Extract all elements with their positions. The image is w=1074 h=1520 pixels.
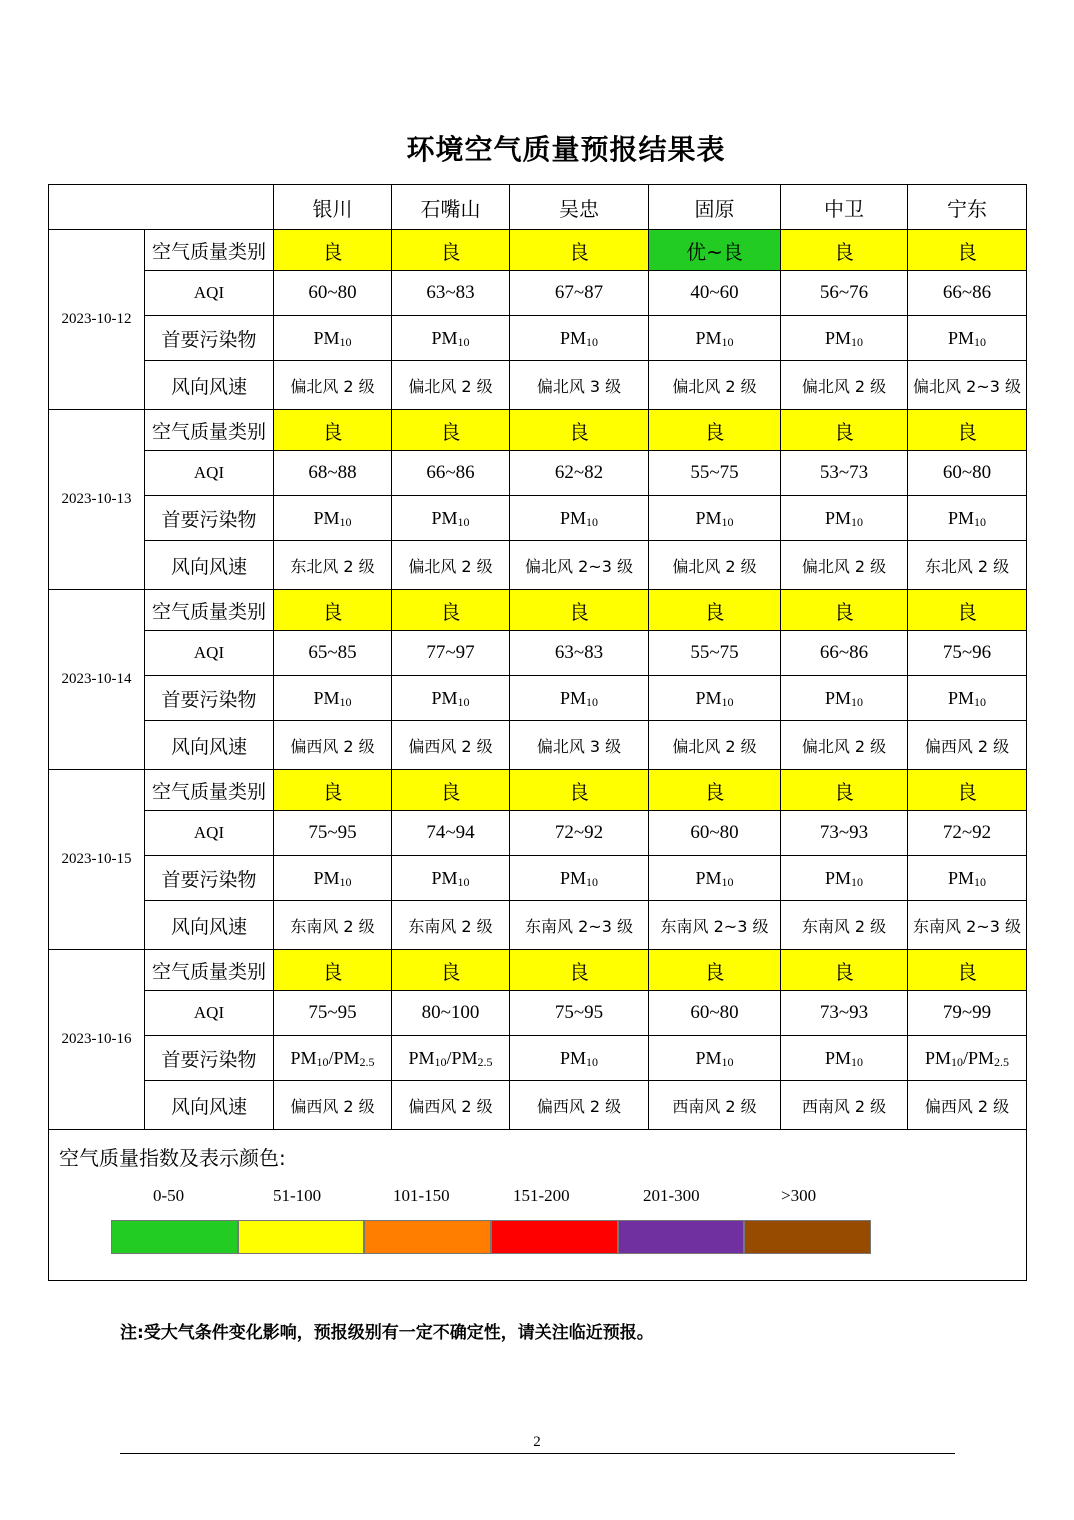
legend-swatch [744,1220,871,1254]
wind-cell: 偏西风 2 级 [392,1081,510,1130]
pollutant-sub: 10 [851,1054,863,1069]
aqi-cell: 60~80 [908,451,1027,496]
aqi-cell: 73~93 [781,991,908,1036]
header-row [49,185,1027,230]
category-row [49,950,1027,991]
wind-cell: 偏北风 2 级 [649,541,781,590]
category-label: 空气质量类别 [145,950,274,991]
category-cell: 良 [274,770,392,811]
category-cell: 良 [781,230,908,271]
category-cell: 良 [392,770,510,811]
aqi-label: AQI [145,811,274,856]
category-cell: 良 [510,770,649,811]
pollutant-main: PM [431,507,458,528]
category-row [49,590,1027,631]
pollutant-label: 首要污染物 [145,496,274,541]
pollutant-sub: 10 [721,874,734,889]
pollutant-sub: 10 [721,694,734,709]
legend-color-bar [111,1220,871,1254]
category-label: 空气质量类别 [145,410,274,451]
category-label: 空气质量类别 [145,230,274,271]
page-number: 2 [533,1434,541,1450]
aqi-cell: 77~97 [392,631,510,676]
aqi-cell: 53~73 [781,451,908,496]
category-cell: 良 [510,950,649,991]
legend-title: 空气质量指数及表示颜色: [59,1146,286,1170]
disclaimer-note: 注:受大气条件变化影响，预报级别有一定不确定性，请关注临近预报。 [120,1323,654,1343]
aqi-row [49,811,1027,856]
pollutant-cell [510,1036,649,1081]
pollutant-main: PM [431,867,458,888]
category-cell: 良 [274,950,392,991]
pollutant-cell [908,856,1027,901]
aqi-cell: 55~75 [649,631,781,676]
wind-cell: 东南风 2 级 [781,901,908,950]
pollutant-sub: 10 [950,1054,963,1069]
wind-label: 风向风速 [145,541,274,590]
wind-cell: 偏西风 2 级 [908,1081,1027,1130]
pollutant-label: 首要污染物 [145,316,274,361]
wind-cell: 东北风 2 级 [274,541,392,590]
wind-label: 风向风速 [145,361,274,410]
pollutant-cell [274,856,392,901]
aqi-cell: 65~85 [274,631,392,676]
pollutant-sub: 10 [851,334,863,349]
pollutant-main: PM [824,1047,851,1068]
pollutant-sub: 10 [721,514,734,529]
pollutant-sub: 10 [586,514,598,529]
pollutant-main: PM [947,327,974,348]
pollutant-cell [781,316,908,361]
pollutant-cell [649,676,781,721]
pollutant-cell [510,496,649,541]
pollutant-cell [392,856,510,901]
pollutant-main: PM [824,867,851,888]
date-cell: 2023-10-12 [49,230,145,410]
aqi-cell: 72~92 [908,811,1027,856]
pollutant-sub: 10 [721,1054,734,1069]
category-cell: 良 [510,590,649,631]
legend-row [49,1130,1027,1281]
city-header: 中卫 [781,185,908,230]
pollutant-main: PM [924,1047,951,1068]
pollutant-sub-2: 2.5 [994,1054,1010,1069]
wind-cell: 偏北风 2~3 级 [908,361,1027,410]
wind-row [49,541,1027,590]
city-header: 固原 [649,185,781,230]
pollutant-cell [274,676,392,721]
pollutant-sub-2: 2.5 [477,1054,493,1069]
pollutant-row [49,496,1027,541]
aqi-cell: 66~86 [781,631,908,676]
pollutant-cell [392,496,510,541]
category-cell: 良 [908,590,1027,631]
aqi-row [49,451,1027,496]
pollutant-sub: 10 [851,514,863,529]
aqi-cell: 75~95 [510,991,649,1036]
pollutant-sub: 10 [851,874,863,889]
legend-range-label: 151-200 [513,1186,570,1205]
category-cell: 良 [274,410,392,451]
pollutant-main: PM [947,507,974,528]
wind-cell: 东南风 2~3 级 [908,901,1027,950]
category-label: 空气质量类别 [145,590,274,631]
pollutant-sub: 10 [586,694,598,709]
page-title: 环境空气质量预报结果表 [406,133,726,166]
pollutant-sub: 10 [974,694,986,709]
category-cell: 良 [510,410,649,451]
pollutant-sub: 10 [586,1054,598,1069]
legend-swatch [111,1220,238,1254]
legend-range-label: 101-150 [393,1186,450,1205]
pollutant-main: PM [695,1047,722,1068]
pollutant-label: 首要污染物 [145,1036,274,1081]
wind-cell: 偏北风 2 级 [781,361,908,410]
pollutant-sub: 10 [974,514,986,529]
pollutant-cell [392,316,510,361]
pollutant-sub: 10 [316,1054,329,1069]
category-cell: 良 [649,770,781,811]
pollutant-main: PM [559,867,586,888]
aqi-cell: 75~96 [908,631,1027,676]
pollutant-cell [908,676,1027,721]
wind-cell: 偏西风 2 级 [510,1081,649,1130]
city-header: 石嘴山 [392,185,510,230]
date-cell: 2023-10-13 [49,410,145,590]
aqi-cell: 55~75 [649,451,781,496]
pollutant-main: PM [695,327,722,348]
aqi-cell: 68~88 [274,451,392,496]
wind-cell: 偏北风 2 级 [649,721,781,770]
pollutant-label: 首要污染物 [145,676,274,721]
wind-cell: 偏西风 2 级 [274,1081,392,1130]
wind-cell: 东南风 2 级 [392,901,510,950]
wind-cell: 西南风 2 级 [781,1081,908,1130]
pollutant-sub: 10 [339,874,352,889]
aqi-cell: 73~93 [781,811,908,856]
pollutant-sub: 10 [339,334,352,349]
pollutant-sub: 10 [457,334,470,349]
wind-row [49,721,1027,770]
city-header: 宁东 [908,185,1027,230]
wind-cell: 东北风 2 级 [908,541,1027,590]
wind-row [49,901,1027,950]
wind-cell: 偏北风 2 级 [274,361,392,410]
pollutant-sub: 10 [339,514,352,529]
pollutant-cell [649,856,781,901]
pollutant-sub: 10 [457,694,470,709]
pollutant-main-2: /PM [446,1047,478,1068]
aqi-label: AQI [145,631,274,676]
pollutant-sub: 10 [974,334,986,349]
pollutant-cell [781,676,908,721]
pollutant-cell [649,1036,781,1081]
category-cell: 良 [510,230,649,271]
pollutant-sub: 10 [434,1054,447,1069]
pollutant-main: PM [431,687,458,708]
aqi-cell: 80~100 [392,991,510,1036]
category-cell: 良 [392,410,510,451]
pollutant-main: PM [947,867,974,888]
pollutant-main: PM [313,867,340,888]
legend-range-label: 201-300 [643,1186,700,1205]
aqi-cell: 67~87 [510,271,649,316]
category-row [49,230,1027,271]
pollutant-main: PM [824,687,851,708]
category-cell: 良 [781,590,908,631]
legend-range-label: >300 [781,1186,817,1205]
pollutant-main: PM [290,1047,317,1068]
date-cell: 2023-10-14 [49,590,145,770]
pollutant-sub-2: 2.5 [359,1054,375,1069]
aqi-cell: 79~99 [908,991,1027,1036]
aqi-cell: 74~94 [392,811,510,856]
corner-cell [49,185,274,230]
wind-cell: 偏北风 2 级 [649,361,781,410]
pollutant-cell [908,1036,1027,1081]
aqi-cell: 63~83 [510,631,649,676]
pollutant-sub: 10 [457,514,470,529]
pollutant-sub: 10 [721,334,734,349]
aqi-cell: 60~80 [649,991,781,1036]
category-cell: 良 [392,230,510,271]
aqi-cell: 56~76 [781,271,908,316]
pollutant-label: 首要污染物 [145,856,274,901]
aqi-label: AQI [145,271,274,316]
pollutant-sub: 10 [586,334,598,349]
aqi-cell: 75~95 [274,811,392,856]
category-cell: 优~良 [649,230,781,271]
pollutant-row [49,1036,1027,1081]
category-cell: 良 [908,950,1027,991]
aqi-label: AQI [145,991,274,1036]
category-row [49,410,1027,451]
wind-cell: 偏西风 2 级 [908,721,1027,770]
category-label: 空气质量类别 [145,770,274,811]
aqi-cell: 60~80 [649,811,781,856]
city-header: 吴忠 [510,185,649,230]
wind-cell: 东南风 2 级 [274,901,392,950]
wind-cell: 西南风 2 级 [649,1081,781,1130]
footer-divider [120,1453,955,1454]
pollutant-sub: 10 [339,694,352,709]
pollutant-row [49,856,1027,901]
pollutant-main: PM [824,327,851,348]
legend-range-label: 51-100 [273,1186,322,1205]
wind-cell: 偏北风 2 级 [392,361,510,410]
category-cell: 良 [392,590,510,631]
category-cell: 良 [908,770,1027,811]
aqi-cell: 62~82 [510,451,649,496]
pollutant-cell [649,316,781,361]
aqi-row [49,271,1027,316]
pollutant-cell [510,676,649,721]
wind-cell: 偏北风 2 级 [781,721,908,770]
pollutant-main: PM [313,327,340,348]
pollutant-main: PM [559,1047,586,1068]
legend-swatch [238,1220,365,1254]
pollutant-cell [781,1036,908,1081]
wind-cell: 偏西风 2 级 [392,721,510,770]
pollutant-cell [908,316,1027,361]
wind-cell: 偏北风 3 级 [510,721,649,770]
aqi-cell: 66~86 [908,271,1027,316]
wind-cell: 偏北风 2 级 [392,541,510,590]
wind-cell: 偏西风 2 级 [274,721,392,770]
pollutant-row [49,316,1027,361]
category-cell: 良 [781,770,908,811]
wind-label: 风向风速 [145,721,274,770]
pollutant-cell [274,1036,392,1081]
pollutant-main: PM [947,687,974,708]
category-cell: 良 [649,410,781,451]
pollutant-cell [510,856,649,901]
wind-cell: 偏北风 3 级 [510,361,649,410]
wind-cell: 偏北风 2 级 [781,541,908,590]
pollutant-sub: 10 [851,694,863,709]
pollutant-sub: 10 [974,874,986,889]
legend-swatch [364,1220,491,1254]
legend-cell [49,1130,1027,1281]
pollutant-main-2: /PM [328,1047,360,1068]
city-header: 银川 [274,185,392,230]
pollutant-main-2: /PM [962,1047,995,1068]
category-cell: 良 [781,950,908,991]
category-cell: 良 [649,590,781,631]
category-cell: 良 [908,230,1027,271]
pollutant-cell [392,1036,510,1081]
category-cell: 良 [392,950,510,991]
pollutant-main: PM [695,867,722,888]
pollutant-cell [649,496,781,541]
pollutant-cell [510,316,649,361]
wind-cell: 东南风 2~3 级 [510,901,649,950]
category-cell: 良 [781,410,908,451]
pollutant-cell [908,496,1027,541]
date-cell: 2023-10-16 [49,950,145,1130]
aqi-cell: 75~95 [274,991,392,1036]
wind-cell: 偏北风 2~3 级 [510,541,649,590]
pollutant-cell [781,856,908,901]
aqi-label: AQI [145,451,274,496]
wind-cell: 东南风 2~3 级 [649,901,781,950]
pollutant-main: PM [559,507,586,528]
wind-label: 风向风速 [145,1081,274,1130]
pollutant-row [49,676,1027,721]
pollutant-main: PM [695,507,722,528]
aqi-cell: 63~83 [392,271,510,316]
pollutant-main: PM [559,687,586,708]
aqi-cell: 72~92 [510,811,649,856]
wind-label: 风向风速 [145,901,274,950]
pollutant-main: PM [824,507,851,528]
pollutant-cell [274,496,392,541]
pollutant-main: PM [559,327,586,348]
aqi-row [49,991,1027,1036]
pollutant-main: PM [695,687,722,708]
category-cell: 良 [649,950,781,991]
pollutant-main: PM [431,327,458,348]
forecast-table [48,184,1027,1281]
wind-row [49,361,1027,410]
pollutant-cell [392,676,510,721]
legend-range-label: 0-50 [153,1186,185,1205]
aqi-row [49,631,1027,676]
category-cell: 良 [274,230,392,271]
category-cell: 良 [274,590,392,631]
pollutant-main: PM [408,1047,435,1068]
category-row [49,770,1027,811]
pollutant-cell [274,316,392,361]
pollutant-main: PM [313,507,340,528]
pollutant-sub: 10 [457,874,470,889]
pollutant-main: PM [313,687,340,708]
aqi-cell: 60~80 [274,271,392,316]
wind-row [49,1081,1027,1130]
aqi-cell: 40~60 [649,271,781,316]
legend-labels [111,1186,871,1210]
category-cell: 良 [908,410,1027,451]
legend-swatch [618,1220,745,1254]
pollutant-sub: 10 [586,874,598,889]
pollutant-cell [781,496,908,541]
aqi-cell: 66~86 [392,451,510,496]
legend-swatch [491,1220,618,1254]
date-cell: 2023-10-15 [49,770,145,950]
